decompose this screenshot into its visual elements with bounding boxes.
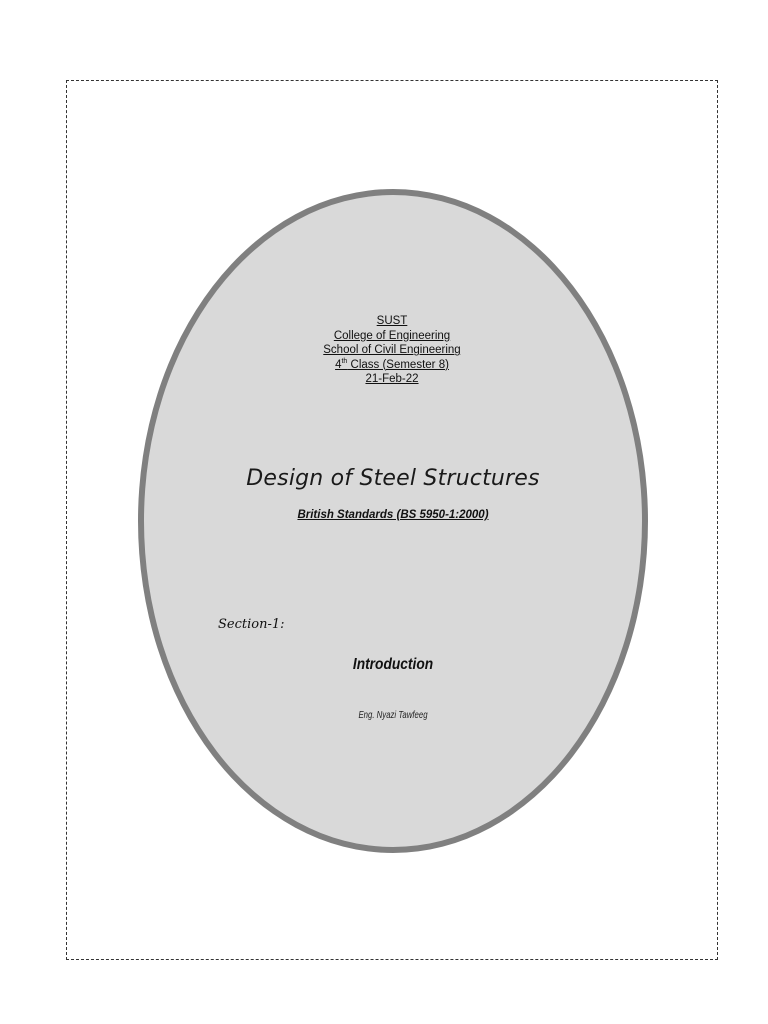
author-name: Eng. Nyazi Tawfeeg — [358, 710, 428, 721]
college-name: College of Engineering — [333, 329, 451, 342]
institution-header — [292, 314, 492, 387]
school-name: School of Civil Engineering — [323, 344, 461, 356]
section-title: Introduction — [352, 656, 434, 673]
class-description: Class (Semester 8) — [347, 358, 449, 371]
cover-oval — [138, 189, 648, 853]
document-title: Design of Steel Structures — [246, 466, 540, 491]
university-name: SUST — [376, 315, 408, 327]
class-number: 4 — [335, 358, 342, 371]
class-line — [292, 358, 492, 373]
class-ordinal-suffix: th — [341, 357, 348, 365]
standard-subtitle: British Standards (BS 5950-1:2000) — [297, 509, 489, 521]
section-label: Section-1: — [218, 617, 285, 632]
document-date: 21-Feb-22 — [365, 373, 419, 385]
